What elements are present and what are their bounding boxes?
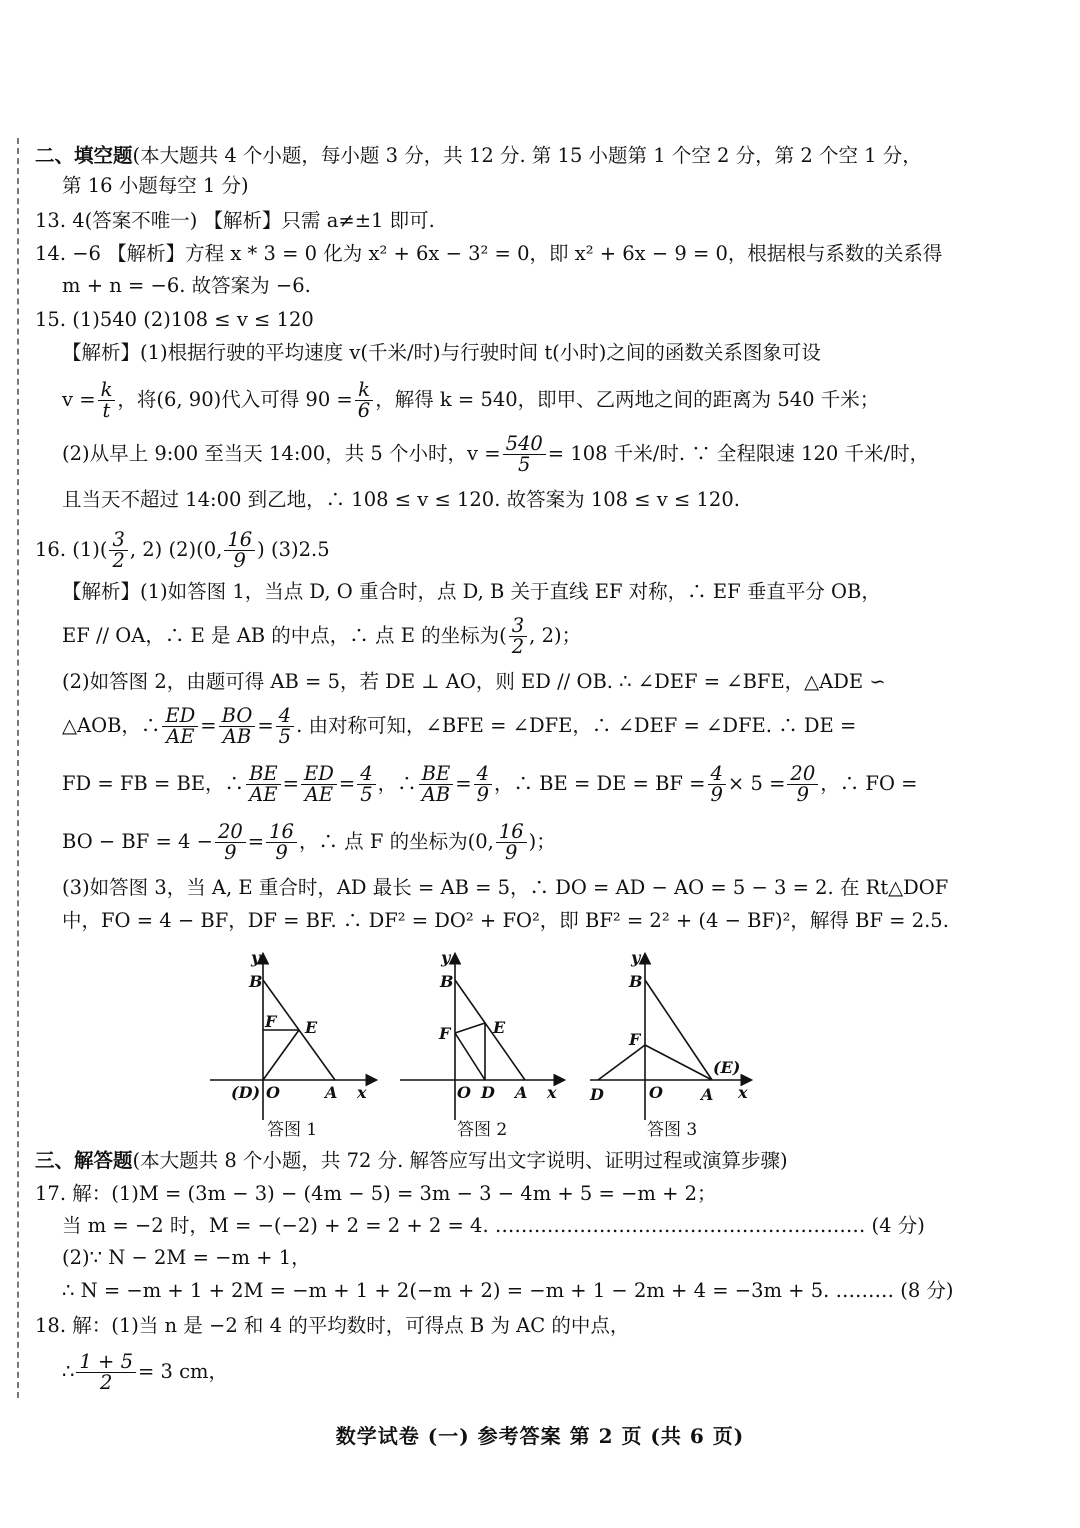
q15-answer: 15. (1)540 (2)108 ≤ v ≤ 120: [35, 308, 314, 331]
section2-heading: 二、填空题: [35, 144, 133, 167]
q18-line2: ∴ $\frac{1 + 5}{2}$ = 3 cm，: [62, 1349, 229, 1394]
fig3-x-label: x: [738, 1083, 748, 1102]
q18-line1: 18. 解：(1)当 n 是 −2 和 4 的平均数时，可得点 B 为 AC 的中点，: [35, 1314, 630, 1337]
fraction: $\frac{k}{6}$: [355, 380, 373, 422]
q16-answer: 16. (1)( $\frac{3}{2}$ , 2) (2)(0, $\frac{16}{9}$ ) (3)2.5: [35, 527, 330, 572]
fraction: $\frac{16}{9}$: [496, 822, 527, 864]
q15-line4: 且当天不超过 14:00 到乙地，∴ 108 ≤ v ≤ 120. 故答案为 108 ≤ v ≤ 120.: [62, 488, 740, 511]
fraction: $\frac{k}{t}$: [98, 380, 116, 422]
fraction: $\frac{4}{5}$: [357, 764, 375, 806]
fig1-E-label: E: [305, 1018, 318, 1037]
fig2-x-label: x: [547, 1083, 557, 1102]
fig1-B-label: B: [249, 972, 263, 991]
fig1-A-label: A: [325, 1083, 338, 1102]
q16-line4: △AOB，∴ $\frac{ED}{AE}$ = $\frac{BO}{AB}$ = $\frac{4}{5}$ . 由对称可知，∠BFE = ∠DFE，∴ ∠DEF = ∠DFE. ∴ DE =: [62, 703, 857, 748]
section3-heading: 三、解答题: [35, 1149, 133, 1172]
q16-line2: EF // OA，∴ E 是 AB 的中点，∴ 点 E 的坐标为( $\frac{3}{2}$ , 2)；: [62, 613, 582, 658]
fig3-F-label: F: [629, 1030, 641, 1049]
q16-line1: 【解析】(1)如答图 1，当点 D, O 重合时，点 D, B 关于直线 EF 对称，∴ EF 垂直平分 OB，: [62, 580, 881, 603]
figure-1-labels: [231, 948, 367, 1102]
fig1-D-label: (D): [231, 1083, 261, 1102]
q15-line2-a: v =: [62, 388, 96, 411]
fig3-A-label: A: [701, 1085, 714, 1104]
fraction: $\frac{ED}{AE}$: [301, 764, 337, 806]
q15-line2-b: ，将(6, 90)代入可得 90 =: [117, 388, 353, 411]
figure-3-caption: 答图 3: [647, 1120, 698, 1140]
fraction: $\frac{ED}{AE}$: [162, 706, 198, 748]
fig3-D-label: D: [590, 1085, 604, 1104]
fraction: $\frac{16}{9}$: [224, 530, 255, 572]
q17-line1: 17. 解：(1)M = (3m − 3) − (4m − 5) = 3m − 3 − 4m + 5 = −m + 2；: [35, 1182, 717, 1205]
fig1-O-label: O: [266, 1083, 280, 1102]
fig2-O-label: O: [457, 1083, 471, 1102]
q17-line2: 当 m = −2 时，M = −(−2) + 2 = 2 + 2 = 4. ………………………………………………… (4 分): [62, 1214, 925, 1237]
page-footer: 数学试卷 (一) 参考答案 第 2 页 (共 6 页): [335, 1424, 745, 1448]
fig1-F-label: F: [265, 1012, 277, 1031]
q13-line: 13. 4(答案不唯一) 【解析】只需 a≠±1 即可.: [35, 209, 435, 232]
fraction: $\frac{4}{5}$: [276, 706, 294, 748]
section3-note: (本大题共 8 个小题，共 72 分. 解答应写出文字说明、证明过程或演算步骤): [132, 1149, 788, 1172]
q15-line2-c: ，解得 k = 540，即甲、乙两地之间的距离为 540 千米；: [375, 388, 880, 411]
fig2-F-label: F: [439, 1024, 451, 1043]
fraction: $\frac{BE}{AE}$: [246, 764, 281, 806]
q17-line4: ∴ N = −m + 1 + 2M = −m + 1 + 2(−m + 2) = −m + 1 − 2m + 4 = −3m + 5. ……… (8 分): [62, 1279, 954, 1302]
fig3-B-label: B: [629, 972, 643, 991]
q15-line2: [62, 378, 1050, 422]
section2-heading-line: [35, 142, 1050, 170]
q15-line1: 【解析】(1)根据行驶的平均速度 v(千米/时)与行驶时间 t(小时)之间的函数关系图象可设: [62, 341, 821, 364]
section2-note-2: 第 16 小题每空 1 分): [62, 174, 249, 197]
q16-line8: 中，FO = 4 − BF，DF = BF. ∴ DF² = DO² + FO²，即 BF² = 2² + (4 − BF)²，解得 BF = 2.5.: [62, 909, 949, 932]
margin-dashed-line: [17, 138, 19, 1398]
fraction: $\frac{4}{9}$: [708, 764, 726, 806]
fig1-y-label: y: [251, 948, 261, 967]
q16-line7: (3)如答图 3，当 A, E 重合时，AD 最长 = AB = 5，∴ DO = AD − AO = 5 − 3 = 2. 在 Rt△DOF: [62, 876, 949, 899]
figure-3: [590, 955, 750, 1120]
fraction: $\frac{1 + 5}{2}$: [76, 1352, 136, 1394]
fraction: $\frac{BO}{AB}$: [219, 706, 256, 748]
q14-line1: 14. −6 【解析】方程 x * 3 = 0 化为 x² + 6x − 3² = 0，即 x² + 6x − 9 = 0，根据根与系数的关系得: [35, 242, 943, 265]
section2-note: (本大题共 4 个小题，每小题 3 分，共 12 分. 第 15 小题第 1 个空 2 分，第 2 个空 1 分，: [132, 144, 922, 167]
q15-line3: [62, 432, 1050, 476]
q15-line3-a: (2)从早上 9:00 至当天 14:00，共 5 个小时，v =: [62, 442, 501, 465]
fig2-A-label: A: [515, 1083, 528, 1102]
section3-heading-line: [35, 1147, 1050, 1175]
fig3-y-label: y: [631, 948, 641, 967]
fraction: $\frac{16}{9}$: [266, 822, 297, 864]
fraction: $\frac{20}{9}$: [787, 764, 818, 806]
fig1-x-label: x: [357, 1083, 367, 1102]
fraction: $\frac{BE}{AB}$: [419, 764, 454, 806]
q15-line3-b: = 108 千米/时. ∵ 全程限速 120 千米/时，: [547, 442, 930, 465]
fig2-D-label: D: [481, 1083, 495, 1102]
fig2-y-label: y: [441, 948, 451, 967]
fig2-B-label: B: [440, 972, 454, 991]
figure-2-labels: [438, 948, 557, 1102]
fig3-O-label: O: [649, 1083, 663, 1102]
fraction: $\frac{4}{9}$: [474, 764, 492, 806]
figure-1-caption: 答图 1: [267, 1120, 318, 1140]
answer-figures: [195, 945, 775, 1145]
q16-line5: FD = FB = BE，∴ $\frac{BE}{AE}$ = $\frac{ED}{AE}$ = $\frac{4}{5}$ ，∴ $\frac{BE}{AB}$ = $\frac{4}{9}$ ，∴ BE = DE = BF = $\frac{4}{9}$ × 5 = $\frac{20}{9}$ ，∴ FO =: [62, 761, 918, 806]
fraction: $\frac{540}{5}$: [503, 434, 546, 476]
fraction: $\frac{3}{2}$: [109, 530, 127, 572]
figure-2-caption: 答图 2: [457, 1120, 508, 1140]
fig3-E-label: (E): [713, 1058, 741, 1077]
fraction: $\frac{3}{2}$: [509, 616, 527, 658]
fraction: $\frac{20}{9}$: [215, 822, 246, 864]
q16-line6: BO − BF = 4 − $\frac{20}{9}$ = $\frac{16}{9}$ ，∴ 点 F 的坐标为(0, $\frac{16}{9}$ )；: [62, 819, 556, 864]
q17-line3: (2)∵ N − 2M = −m + 1，: [62, 1246, 311, 1269]
q16-line3: (2)如答图 2，由题可得 AB = 5，若 DE ⊥ AO，则 ED // OB. ∴ ∠DEF = ∠BFE，△ADE ∽: [62, 670, 886, 693]
fig2-E-label: E: [493, 1018, 506, 1037]
q14-line2: m + n = −6. 故答案为 −6.: [62, 274, 311, 297]
